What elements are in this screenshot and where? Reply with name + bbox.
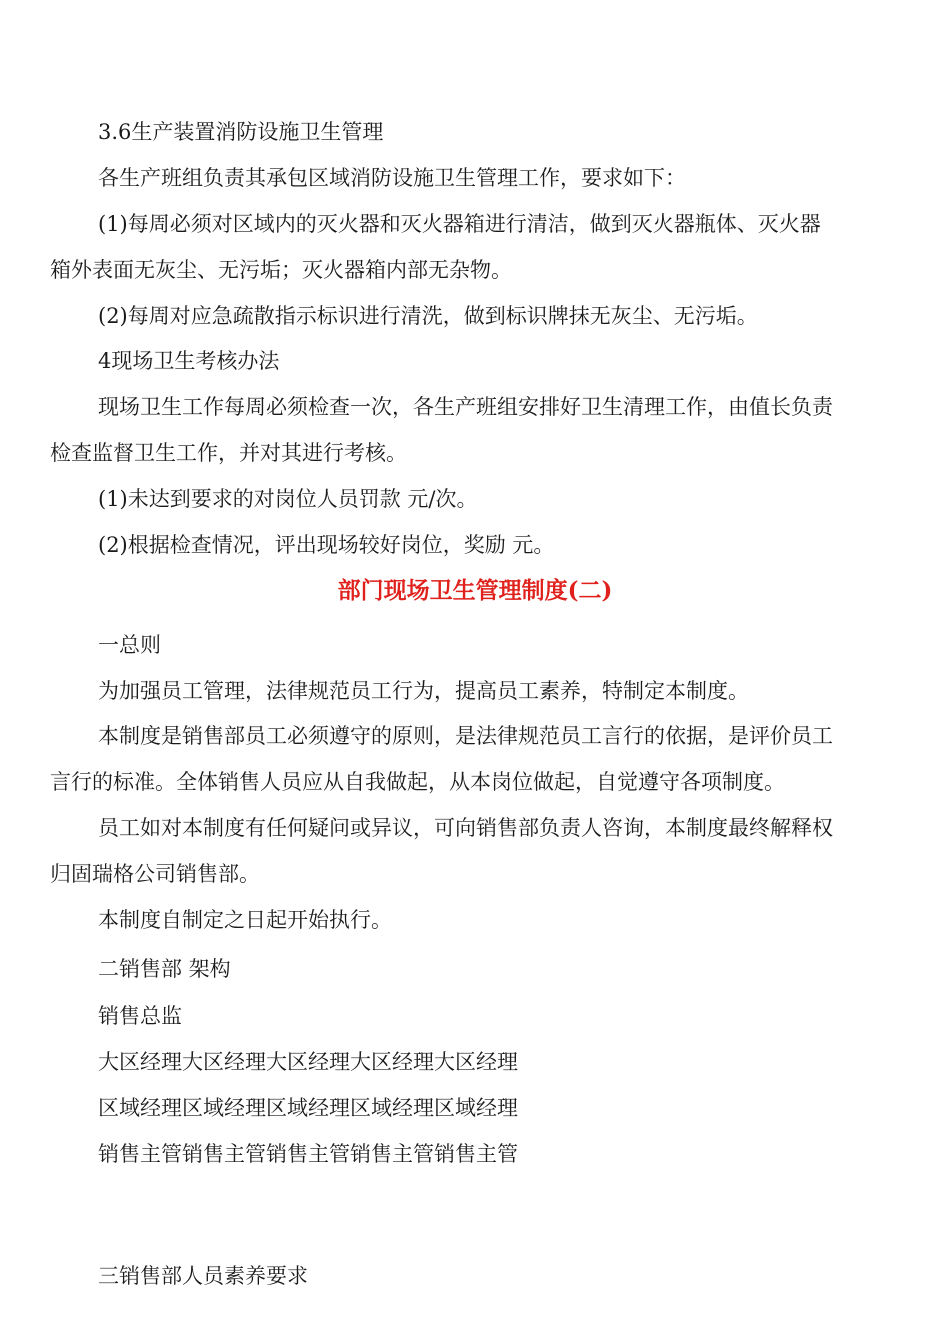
paragraph-purpose: 为加强员工管理，法律规范员工行为，提高员工素养，特制定本制度。 <box>98 679 749 703</box>
heading-structure: 二销售部 架构 <box>98 957 231 981</box>
rule-1: (1)未达到要求的对岗位人员罚款 元/次。 <box>98 487 478 511</box>
paragraph-interpretation-line-2: 归固瑞格公司销售部。 <box>50 862 260 886</box>
heading-4: 4现场卫生考核办法 <box>98 349 280 373</box>
rule-2: (2)根据检查情况，评出现场较好岗位，奖励 元。 <box>98 533 555 557</box>
org-sales-director: 销售总监 <box>98 1004 182 1028</box>
heading-3-6: 3.6生产装置消防设施卫生管理 <box>98 120 384 144</box>
list-item-1-line-2: 箱外表面无灰尘、无污垢；灭火器箱内部无杂物。 <box>50 258 512 282</box>
paragraph-effective: 本制度自制定之日起开始执行。 <box>98 908 392 932</box>
paragraph-inspection-line-1: 现场卫生工作每周必须检查一次，各生产班组安排好卫生清理工作，由值长负责 <box>98 395 833 419</box>
org-area-managers: 区域经理区域经理区域经理区域经理区域经理 <box>98 1096 518 1120</box>
paragraph-intro: 各生产班组负责其承包区域消防设施卫生管理工作，要求如下： <box>98 166 686 190</box>
org-regional-managers: 大区经理大区经理大区经理大区经理大区经理 <box>98 1050 518 1074</box>
list-item-1-line-1: (1)每周必须对区域内的灭火器和灭火器箱进行清洁，做到灭火器瓶体、灭火器 <box>98 212 821 236</box>
list-item-2: (2)每周对应急疏散指示标识进行清洗，做到标识牌抹无灰尘、无污垢。 <box>98 304 758 328</box>
document-title: 部门现场卫生管理制度(二) <box>337 577 613 604</box>
heading-general: 一总则 <box>98 633 161 657</box>
paragraph-principle-line-1: 本制度是销售部员工必须遵守的原则，是法律规范员工言行的依据，是评价员工 <box>98 724 833 748</box>
heading-quality-requirements: 三销售部人员素养要求 <box>98 1264 308 1288</box>
org-sales-supervisors: 销售主管销售主管销售主管销售主管销售主管 <box>98 1142 518 1166</box>
paragraph-interpretation-line-1: 员工如对本制度有任何疑问或异议，可向销售部负责人咨询，本制度最终解释权 <box>98 816 833 840</box>
paragraph-inspection-line-2: 检查监督卫生工作，并对其进行考核。 <box>50 441 407 465</box>
paragraph-principle-line-2: 言行的标准。全体销售人员应从自我做起，从本岗位做起，自觉遵守各项制度。 <box>50 770 785 794</box>
